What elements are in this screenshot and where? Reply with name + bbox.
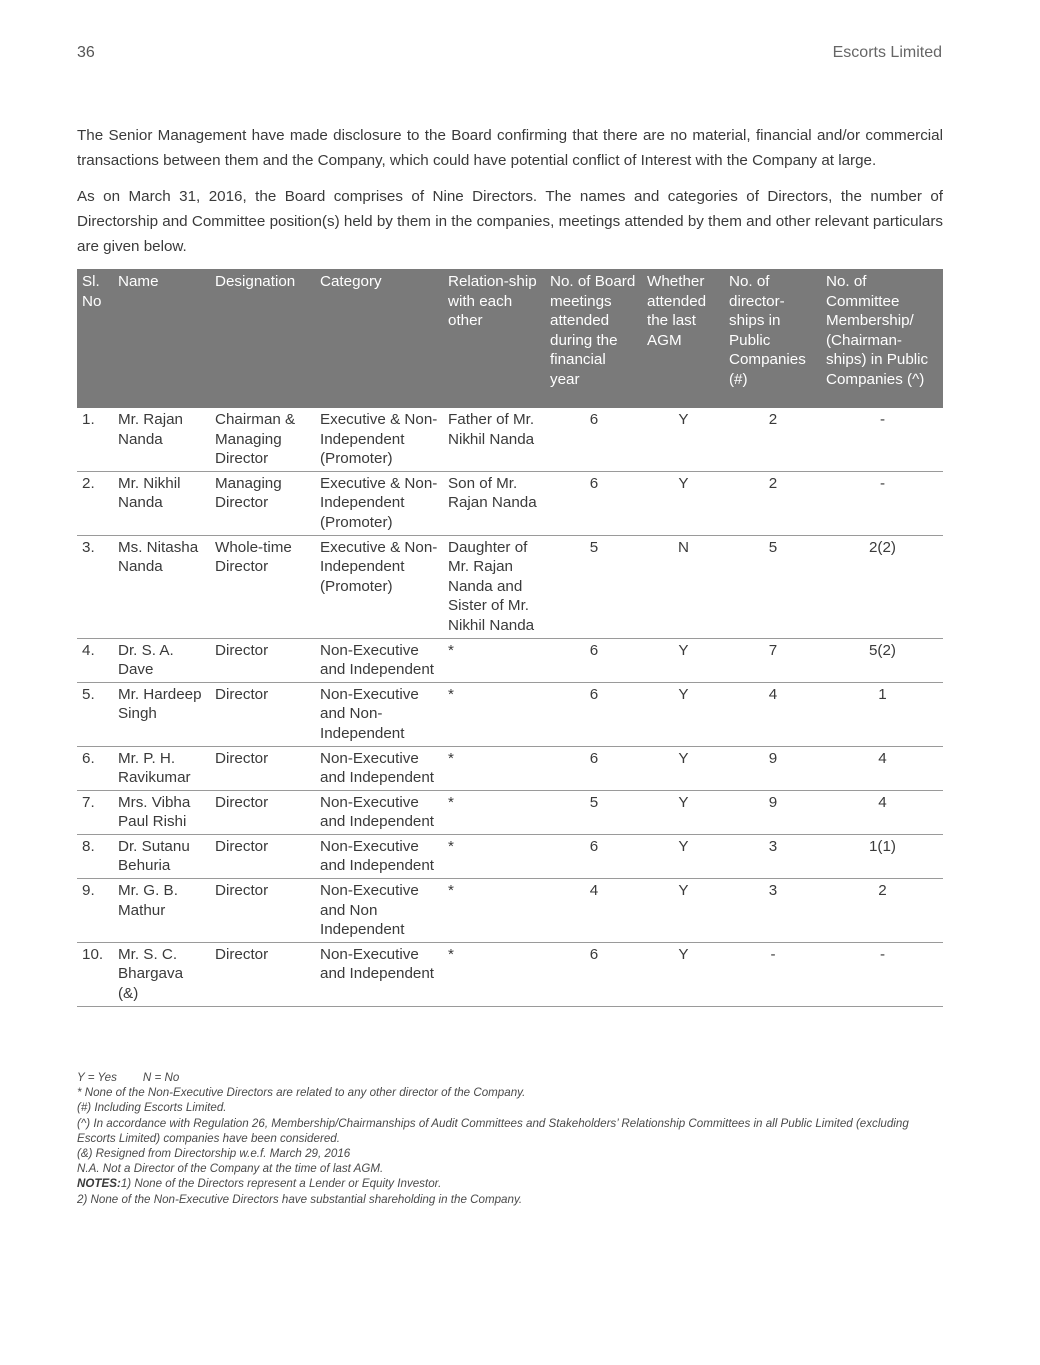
cell-designation: Director xyxy=(210,746,315,790)
cell-sl: 1. xyxy=(77,408,113,471)
yes-no-legend xyxy=(77,1070,943,1085)
cell-agm: Y xyxy=(642,834,724,878)
cell-meetings: 6 xyxy=(545,471,642,535)
cell-committee: 4 xyxy=(821,790,943,834)
yes-legend: Y = Yes xyxy=(77,1071,117,1084)
footnote-notes xyxy=(77,1176,943,1191)
cell-directorships: 3 xyxy=(724,879,821,943)
cell-category: Executive & Non-Independent (Promoter) xyxy=(315,535,443,638)
cell-meetings: 6 xyxy=(545,942,642,1006)
cell-sl: 5. xyxy=(77,682,113,746)
company-name: Escorts Limited xyxy=(832,44,942,61)
notes-label: NOTES: xyxy=(77,1177,121,1191)
cell-meetings: 6 xyxy=(545,682,642,746)
cell-agm: Y xyxy=(642,942,724,1006)
cell-relationship: Son of Mr. Rajan Nanda xyxy=(443,471,545,535)
cell-category: Non-Executive and Independent xyxy=(315,834,443,878)
cell-category: Non-Executive and Non-Independent xyxy=(315,682,443,746)
cell-meetings: 6 xyxy=(545,834,642,878)
cell-relationship: * xyxy=(443,638,545,682)
table-footnotes xyxy=(77,1070,943,1207)
intro-paragraph-disclosure: The Senior Management have made disclosure to the Board confirming that there are no material, financial and/or commercial transactions between them and the Company, which could have potential conflict of Interest with the Company at large. xyxy=(77,127,943,169)
cell-committee: - xyxy=(821,408,943,471)
cell-directorships: 5 xyxy=(724,535,821,638)
header-committee-membership: No. of Committee Membership/ (Chairman-ships) in Public Companies (^) xyxy=(821,269,943,408)
cell-sl: 3. xyxy=(77,535,113,638)
cell-name: Dr. S. A. Dave xyxy=(113,638,210,682)
cell-committee: - xyxy=(821,942,943,1006)
cell-category: Executive & Non-Independent (Promoter) xyxy=(315,471,443,535)
intro-paragraph-board: As on March 31, 2016, the Board comprises of Nine Directors. The names and categories of Directors, the number of Directorship and Committee position(s) held by them in the companies, meetings attended by them and other relevant particulars are given below. xyxy=(77,188,943,255)
cell-committee: 4 xyxy=(821,746,943,790)
cell-directorships: 2 xyxy=(724,471,821,535)
cell-meetings: 6 xyxy=(545,408,642,471)
cell-directorships: 9 xyxy=(724,790,821,834)
table-row xyxy=(77,879,943,943)
cell-relationship: * xyxy=(443,879,545,943)
cell-directorships: 7 xyxy=(724,638,821,682)
cell-agm: Y xyxy=(642,408,724,471)
cell-directorships: 3 xyxy=(724,834,821,878)
cell-relationship: Father of Mr. Nikhil Nanda xyxy=(443,408,545,471)
note-2: 2) None of the Non-Executive Directors have substantial shareholding in the Company. xyxy=(77,1192,523,1206)
cell-name: Dr. Sutanu Behuria xyxy=(113,834,210,878)
header-directorships: No. of director-ships in Public Companies (#) xyxy=(724,269,821,408)
cell-sl: 4. xyxy=(77,638,113,682)
cell-sl: 6. xyxy=(77,746,113,790)
cell-designation: Director xyxy=(210,834,315,878)
cell-meetings: 4 xyxy=(545,879,642,943)
cell-designation: Director xyxy=(210,682,315,746)
cell-name: Mr. S. C. Bhargava (&) xyxy=(113,942,210,1006)
header-category: Category xyxy=(315,269,443,408)
cell-committee: 5(2) xyxy=(821,638,943,682)
header-designation: Designation xyxy=(210,269,315,408)
cell-designation: Managing Director xyxy=(210,471,315,535)
no-legend: N = No xyxy=(142,1071,180,1084)
table-row xyxy=(77,408,943,471)
footnote-na: N.A. Not a Director of the Company at the time of last AGM. xyxy=(77,1162,384,1176)
cell-name: Mr. Hardeep Singh xyxy=(113,682,210,746)
table-row xyxy=(77,682,943,746)
note-1: 1) None of the Directors represent a Lender or Equity Investor. xyxy=(120,1177,442,1191)
footnote-including: (#) Including Escorts Limited. xyxy=(77,1101,227,1115)
footnote-resigned: (&) Resigned from Directorship w.e.f. March 29, 2016 xyxy=(77,1147,351,1161)
cell-directorships: 4 xyxy=(724,682,821,746)
cell-agm: N xyxy=(642,535,724,638)
page-number: 36 xyxy=(77,44,95,61)
footnote-related: * None of the Non-Executive Directors are related to any other director of the Company. xyxy=(77,1086,526,1100)
cell-category: Non-Executive and Independent xyxy=(315,638,443,682)
cell-directorships: 2 xyxy=(724,408,821,471)
cell-name: Mrs. Vibha Paul Rishi xyxy=(113,790,210,834)
table-row xyxy=(77,790,943,834)
cell-relationship: * xyxy=(443,746,545,790)
header-relationship: Relation-ship with each other xyxy=(443,269,545,408)
cell-relationship: * xyxy=(443,942,545,1006)
cell-committee: 1(1) xyxy=(821,834,943,878)
table-row xyxy=(77,535,943,638)
cell-category: Non-Executive and Independent xyxy=(315,942,443,1006)
header-board-meetings: No. of Board meetings attended during the financial year xyxy=(545,269,642,408)
cell-agm: Y xyxy=(642,746,724,790)
cell-category: Non-Executive and Independent xyxy=(315,790,443,834)
table-row xyxy=(77,471,943,535)
cell-meetings: 6 xyxy=(545,638,642,682)
cell-directorships: - xyxy=(724,942,821,1006)
cell-sl: 2. xyxy=(77,471,113,535)
cell-name: Ms. Nitasha Nanda xyxy=(113,535,210,638)
table-header-row xyxy=(77,269,943,408)
cell-meetings: 5 xyxy=(545,535,642,638)
header-name: Name xyxy=(113,269,210,408)
cell-designation: Chairman & Managing Director xyxy=(210,408,315,471)
cell-agm: Y xyxy=(642,682,724,746)
cell-name: Mr. P. H. Ravikumar xyxy=(113,746,210,790)
cell-relationship: * xyxy=(443,682,545,746)
header-last-agm: Whether attended the last AGM xyxy=(642,269,724,408)
cell-designation: Director xyxy=(210,638,315,682)
cell-designation: Director xyxy=(210,790,315,834)
cell-agm: Y xyxy=(642,790,724,834)
directors-table xyxy=(77,269,943,1007)
cell-relationship: * xyxy=(443,790,545,834)
cell-name: Mr. Rajan Nanda xyxy=(113,408,210,471)
cell-designation: Whole-time Director xyxy=(210,535,315,638)
cell-agm: Y xyxy=(642,471,724,535)
table-row xyxy=(77,834,943,878)
cell-relationship: * xyxy=(443,834,545,878)
table-row xyxy=(77,638,943,682)
cell-sl: 9. xyxy=(77,879,113,943)
cell-category: Executive & Non-Independent (Promoter) xyxy=(315,408,443,471)
cell-name: Mr. Nikhil Nanda xyxy=(113,471,210,535)
cell-sl: 8. xyxy=(77,834,113,878)
cell-designation: Director xyxy=(210,942,315,1006)
cell-sl: 10. xyxy=(77,942,113,1006)
table-row xyxy=(77,942,943,1006)
header-sl-no: Sl. No xyxy=(77,269,113,408)
cell-committee: 1 xyxy=(821,682,943,746)
cell-category: Non-Executive and Independent xyxy=(315,746,443,790)
cell-directorships: 9 xyxy=(724,746,821,790)
cell-meetings: 6 xyxy=(545,746,642,790)
cell-relationship: Daughter of Mr. Rajan Nanda and Sister of Mr. Nikhil Nanda xyxy=(443,535,545,638)
cell-agm: Y xyxy=(642,879,724,943)
footnote-regulation: (^) In accordance with Regulation 26, Membership/Chairmanships of Audit Committees and Stakeholders’ Relationship Committees in all Public Limited (excluding Escorts Limited) companies have been considered. xyxy=(77,1116,909,1145)
cell-committee: - xyxy=(821,471,943,535)
cell-committee: 2 xyxy=(821,879,943,943)
cell-category: Non-Executive and Non Independent xyxy=(315,879,443,943)
cell-committee: 2(2) xyxy=(821,535,943,638)
cell-agm: Y xyxy=(642,638,724,682)
cell-designation: Director xyxy=(210,879,315,943)
cell-name: Mr. G. B. Mathur xyxy=(113,879,210,943)
table-row xyxy=(77,746,943,790)
cell-meetings: 5 xyxy=(545,790,642,834)
cell-sl: 7. xyxy=(77,790,113,834)
